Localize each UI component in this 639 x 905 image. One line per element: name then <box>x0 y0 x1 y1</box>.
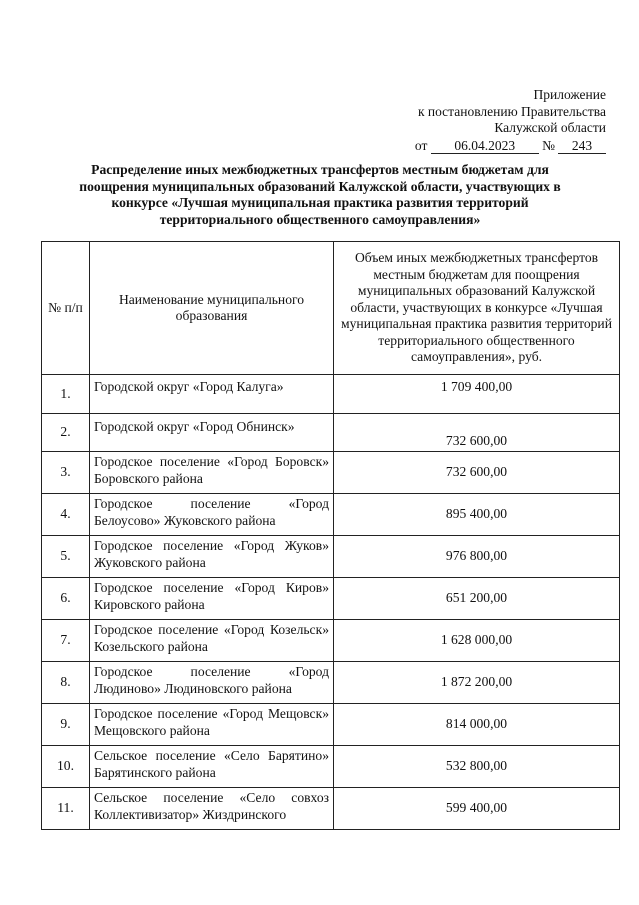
row-num: 1. <box>42 375 90 414</box>
row-name: Городское поселение «Город Людиново» Людиновского района <box>90 662 334 704</box>
table-row <box>42 578 620 620</box>
table-row <box>42 536 620 578</box>
row-name: Городское поселение «Город Боровск» Боровского района <box>90 452 334 494</box>
row-amount: 532 800,00 <box>334 746 620 788</box>
header-amount: Объем иных межбюджетных трансфертов местным бюджетам для поощрения муниципальных образований Калужской области, участвующих в конкурсе «Лучшая муниципальная практика развития территорий территориального общественного самоуправления», руб. <box>334 242 620 375</box>
document-title: Распределение иных межбюджетных трансфертов местным бюджетам для поощрения муниципальных образований Калужской области, участвующих в конкурсе «Лучшая муниципальная практика развития территорий территориального общественного самоуправления» <box>79 162 561 227</box>
row-name: Городское поселение «Город Белоусово» Жуковского района <box>90 494 334 536</box>
row-name: Городское поселение «Город Мещовск» Мещовского района <box>90 704 334 746</box>
date-line <box>415 138 606 155</box>
distribution-table <box>41 241 620 830</box>
table-row <box>42 494 620 536</box>
table-row <box>42 620 620 662</box>
row-amount: 732 600,00 <box>334 414 620 452</box>
row-num: 7. <box>42 620 90 662</box>
table-row <box>42 375 620 414</box>
row-amount: 651 200,00 <box>334 578 620 620</box>
row-name: Городское поселение «Город Жуков» Жуковского района <box>90 536 334 578</box>
resolution-date: 06.04.2023 <box>431 139 539 154</box>
row-amount: 976 800,00 <box>334 536 620 578</box>
row-name: Сельское поселение «Село совхоз Коллективизатор» Жиздринского <box>90 788 334 830</box>
table-row <box>42 414 620 452</box>
row-amount: 1 709 400,00 <box>334 375 620 414</box>
table-row <box>42 452 620 494</box>
row-num: 10. <box>42 746 90 788</box>
appendix-label: Приложение <box>533 87 606 102</box>
header-num: № п/п <box>42 242 90 375</box>
row-name: Сельское поселение «Село Барятино» Барятинского района <box>90 746 334 788</box>
table-row <box>42 662 620 704</box>
appendix-header <box>415 87 606 154</box>
row-num: 11. <box>42 788 90 830</box>
row-amount: 732 600,00 <box>334 452 620 494</box>
row-name: Городское поселение «Город Козельск» Козельского района <box>90 620 334 662</box>
number-prefix: № <box>542 137 555 153</box>
row-num: 5. <box>42 536 90 578</box>
row-num: 6. <box>42 578 90 620</box>
row-amount: 1 872 200,00 <box>334 662 620 704</box>
row-amount: 895 400,00 <box>334 494 620 536</box>
region-name: Калужской области <box>494 120 606 135</box>
row-name: Городской округ «Город Калуга» <box>90 375 334 414</box>
row-amount: 814 000,00 <box>334 704 620 746</box>
table-row <box>42 788 620 830</box>
resolution-reference: к постановлению Правительства <box>417 103 606 119</box>
row-amount: 1 628 000,00 <box>334 620 620 662</box>
row-name: Городской округ «Город Обнинск» <box>90 414 334 452</box>
row-num: 9. <box>42 704 90 746</box>
resolution-number: 243 <box>558 139 606 154</box>
table-row <box>42 746 620 788</box>
row-num: 4. <box>42 494 90 536</box>
row-num: 8. <box>42 662 90 704</box>
row-name: Городское поселение «Город Киров» Кировского района <box>90 578 334 620</box>
table-row <box>42 704 620 746</box>
row-num: 3. <box>42 452 90 494</box>
date-prefix: от <box>414 137 428 153</box>
row-amount: 599 400,00 <box>334 788 620 830</box>
row-num: 2. <box>42 414 90 452</box>
table-header-row <box>42 242 620 375</box>
header-name: Наименование муниципального образования <box>90 242 334 375</box>
